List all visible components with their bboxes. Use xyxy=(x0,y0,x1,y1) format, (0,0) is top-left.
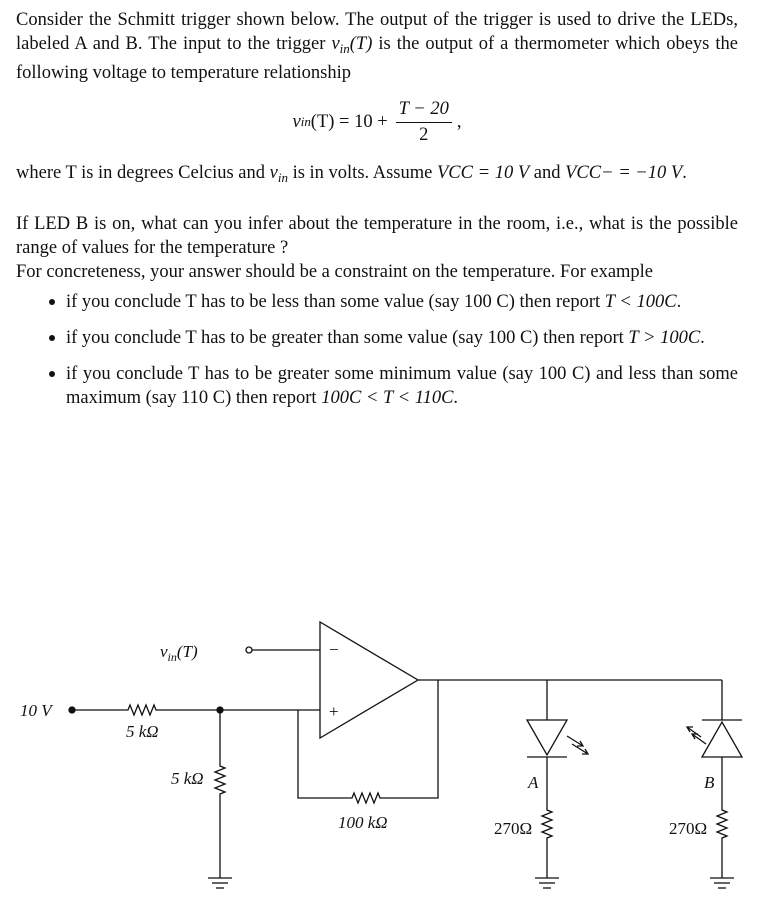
shunt-resistor xyxy=(215,710,225,878)
ground-symbol xyxy=(535,878,559,888)
concreteness-text: For concreteness, your answer should be a constraint on the temperature. For example xyxy=(16,261,654,282)
question-text: If LED B is on, what can you infer about the temperature in the room, i.e., what is the possible range of values for the temperature ? xyxy=(16,213,738,258)
feedback-resistor-label: 100 kΩ xyxy=(338,813,388,832)
vin-input-terminal xyxy=(246,647,320,653)
led-a-icon xyxy=(527,720,588,757)
led-a-resistor-label: 270Ω xyxy=(494,819,533,838)
led-a-label: A xyxy=(528,773,539,792)
assumption-paragraph: where T is in degrees Celcius and $v_{in}$ is in volts. Assume VCC = 10 V and VCC− = −10 V. xyxy=(16,162,687,185)
led-b-resistor-label: 270Ω xyxy=(669,819,708,838)
series-resistor xyxy=(72,705,220,715)
shunt-resistor-label: 5 kΩ xyxy=(171,769,204,788)
led-b-resistor xyxy=(717,800,727,878)
problem-statement xyxy=(16,8,738,422)
led-a-resistor xyxy=(542,800,552,878)
vin-label: $v_{in}(T)$ xyxy=(160,642,198,664)
list-item: if you conclude T has to be greater than some value (say 100 C) then report T > 100C. xyxy=(16,326,738,350)
ground-symbol xyxy=(710,878,734,888)
list-item: if you conclude T has to be greater some minimum value (say 100 C) and less than some maximum (say 110 C) then report 100C < T < 110C. xyxy=(16,362,738,410)
list-item: if you conclude T has to be less than some value (say 100 C) then report T < 100C. xyxy=(16,290,738,314)
noninverting-input-sign: + xyxy=(329,702,339,721)
equation-fraction: $\frac{T - 20}{2}$ xyxy=(396,98,452,146)
series-resistor-label: 5 kΩ xyxy=(126,722,159,741)
inverting-input-sign: − xyxy=(329,640,339,659)
voltage-temperature-equation: v in (T) = 10 + $\frac{T - 20}{2}$ , xyxy=(292,98,462,145)
intro-paragraph: Consider the Schmitt trigger shown below. The output of the trigger is used to drive the LEDs, labeled A and B. The input to the trigger $v_{in}(T)$ is the output of a thermometer which obeys the following voltage to temperature relationship xyxy=(16,10,738,83)
ground-symbol xyxy=(208,878,232,888)
source-label: 10 V xyxy=(20,701,52,720)
led-b-icon xyxy=(687,720,742,757)
led-b-label: B xyxy=(704,773,715,792)
example-list xyxy=(16,290,738,410)
schmitt-trigger-circuit xyxy=(0,600,774,900)
